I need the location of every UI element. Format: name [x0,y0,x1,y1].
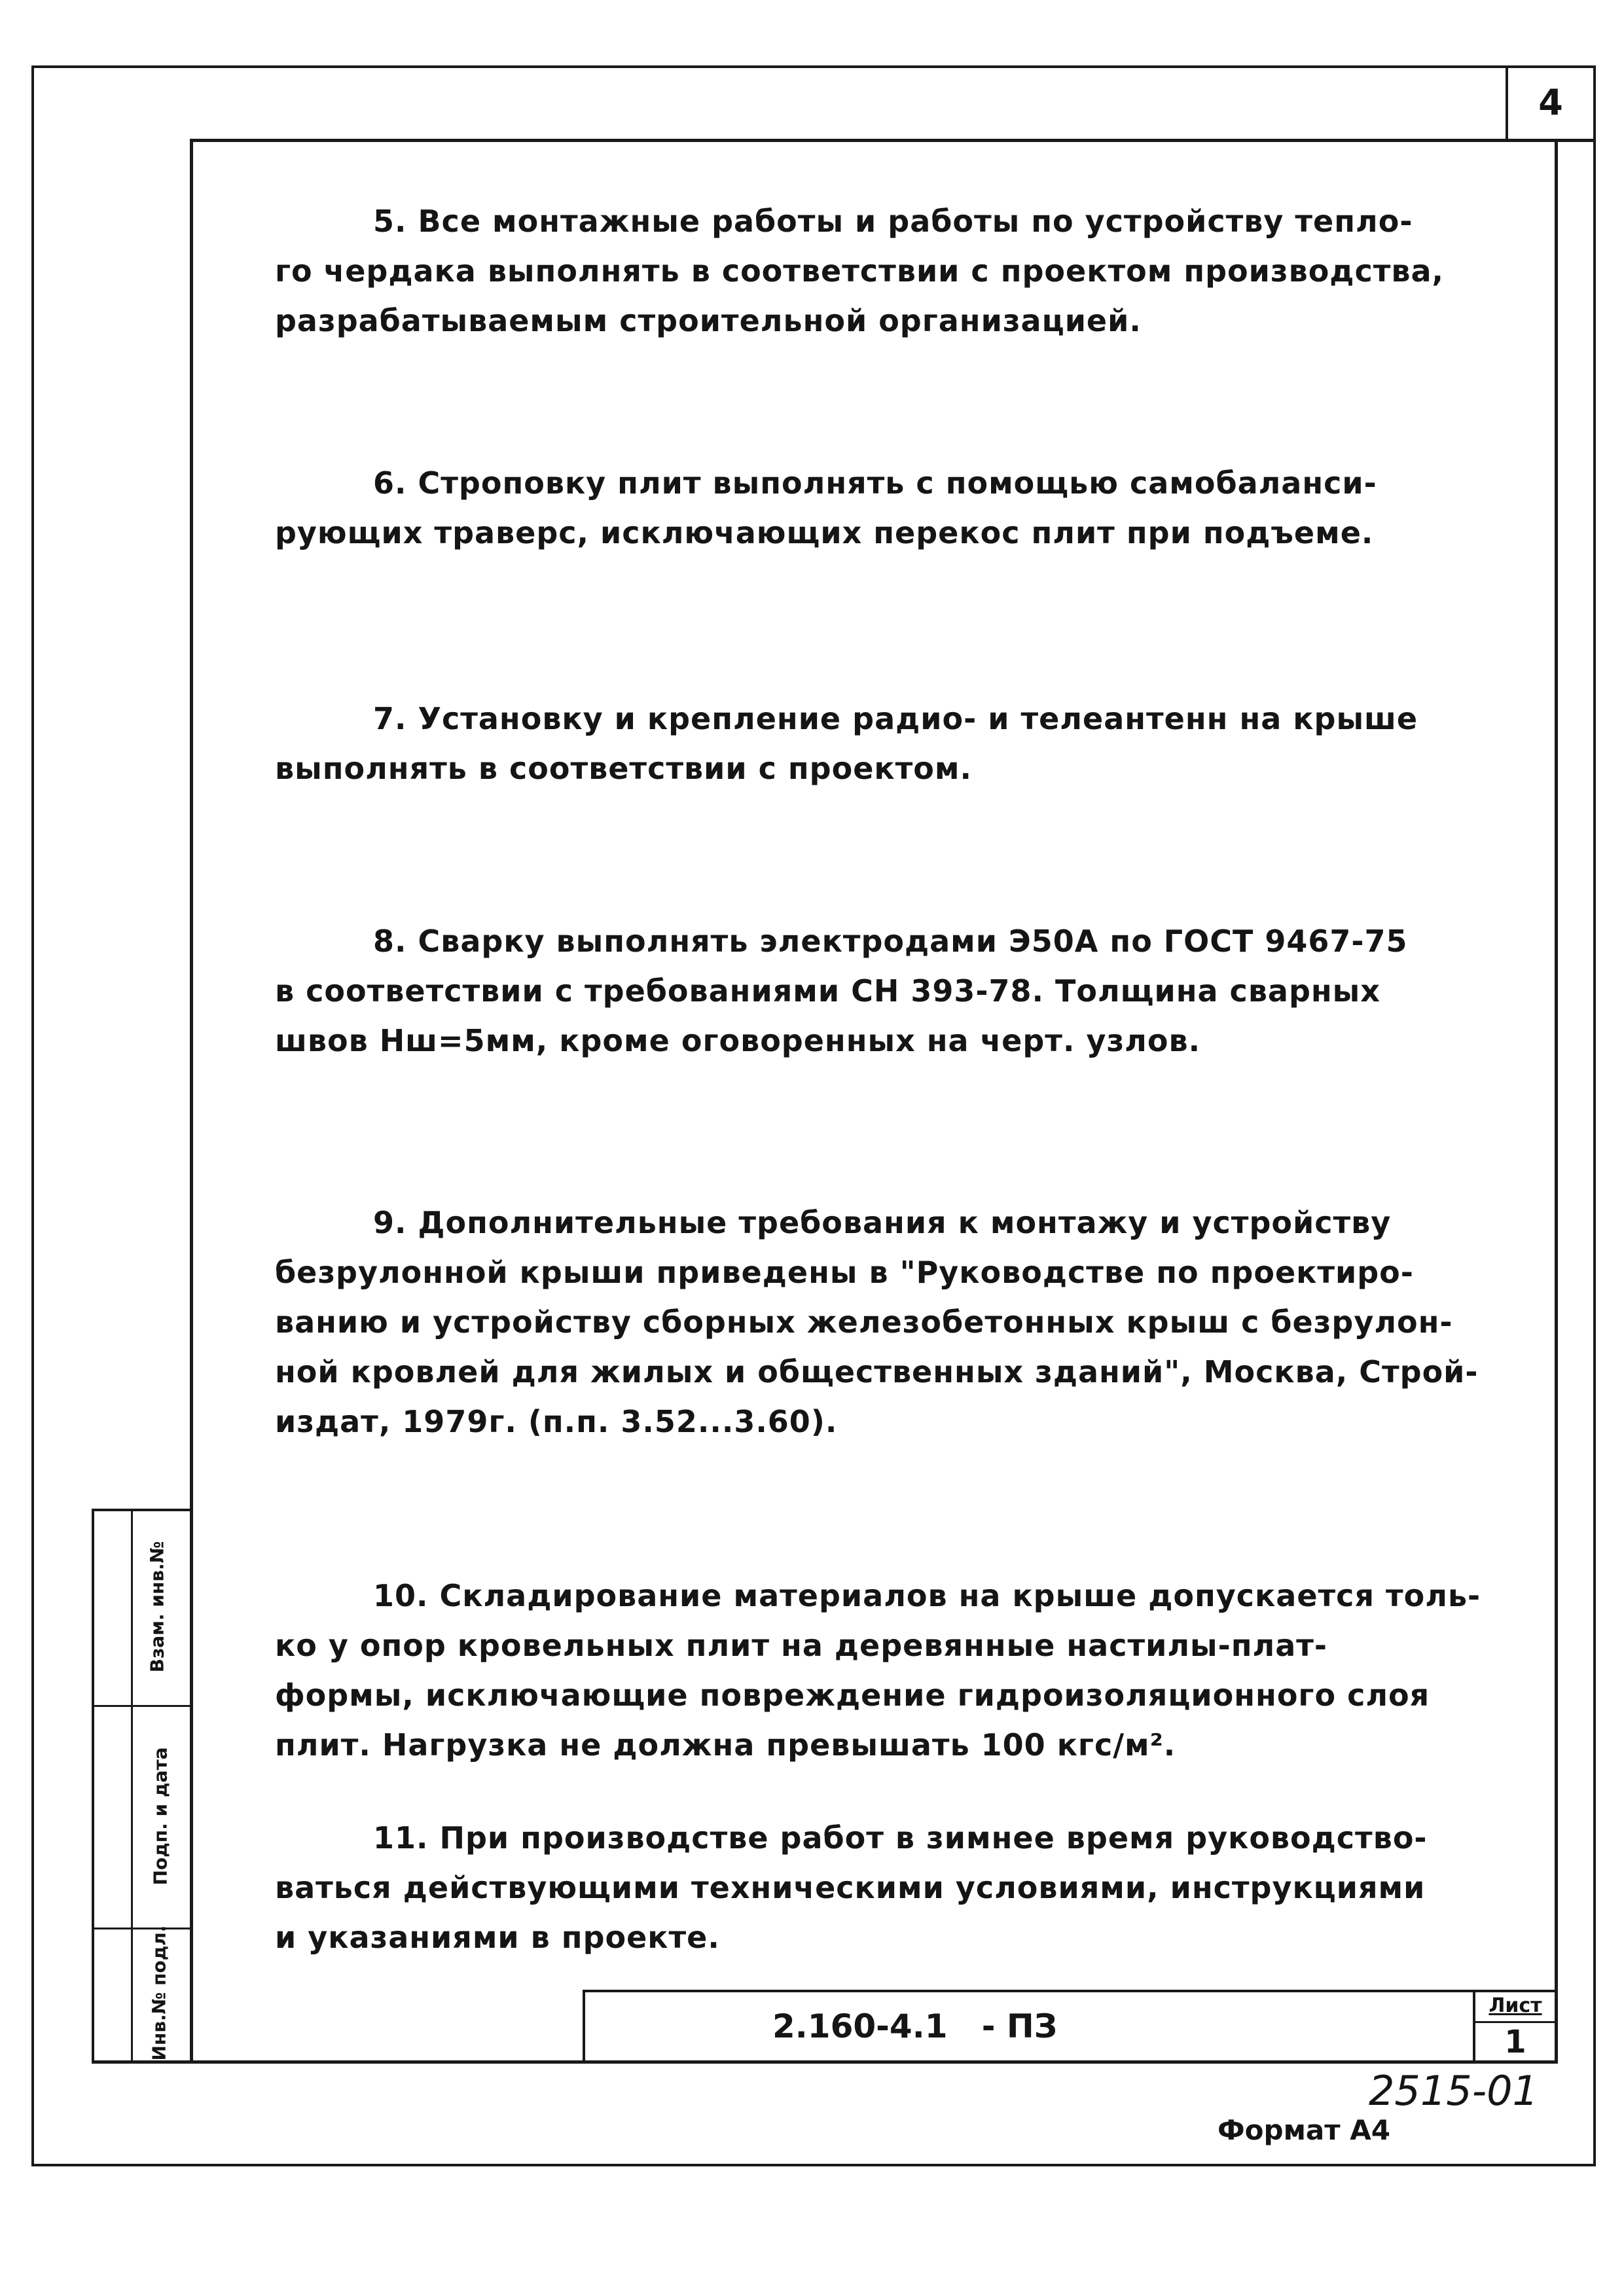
stamp-podp-data: Подп. и дата [149,1747,171,1886]
inner-frame-right [1555,139,1558,2063]
paragraph-line: разрабатываемым строительной организацией. [275,303,1142,338]
paragraph-line: 11. При производстве работ в зимнее время руководство- [373,1820,1428,1856]
paragraph-line: 8. Сварку выполнять электродами Э50А по ГОСТ 9467-75 [373,924,1408,959]
paragraph-line: 10. Складирование материалов на крыше допускается толь- [373,1578,1481,1613]
side-stamp-sep-1 [92,1705,193,1707]
sheet-number: 1 [1504,2024,1526,2060]
paragraph-line: ванию и устройству сборных железобетонных крыш с безрулон- [275,1304,1453,1340]
inner-frame-left [190,139,193,2063]
stamp-inv-podl: Инв.№ подл. [148,1925,170,2061]
paragraph-line: издат, 1979г. (п.п. 3.52...3.60). [275,1404,838,1439]
paragraph-7 [275,694,1506,793]
sheet-mark: 4 [1538,82,1563,123]
paragraph-10 [275,1571,1506,1770]
paragraph-line: 6. Строповку плит выполнять с помощью самобаланси- [373,465,1377,501]
inventory-number: 2515-01 [1368,2067,1538,2115]
paragraph-line: формы, исключающие повреждение гидроизоляционного слоя [275,1677,1430,1713]
outer-frame-left [31,65,34,2166]
paragraph-line: и указаниями в проекте. [275,1920,720,1955]
side-stamp-top [92,1509,193,1511]
paragraph-8 [275,916,1506,1066]
paragraph-9 [275,1198,1506,1446]
side-stamp-mid [131,1509,133,2062]
inner-frame-bottom [92,2060,1558,2064]
title-block-left [583,1990,585,2063]
paragraph-5 [275,196,1506,346]
paragraph-line: в соответствии с требованиями СН 393-78. Толщина сварных [275,973,1380,1009]
paragraph-line: ваться действующими техническими условиями, инструкциями [275,1870,1426,1905]
paragraph-line: го чердака выполнять в соответствии с проектом производства, [275,253,1445,289]
document-code: 2.160-4.1 - ПЗ [772,2007,1058,2045]
paragraph-line: безрулонной крыши приведены в "Руководстве по проектиро- [275,1255,1414,1290]
outer-frame-top [31,65,1596,68]
paragraph-6 [275,458,1506,558]
paragraph-line: выполнять в соответствии с проектом. [275,751,972,786]
paragraph-line: плит. Нагрузка не должна превышать 100 кгс/м². [275,1727,1176,1763]
paragraph-11 [275,1813,1506,1962]
paragraph-line: 7. Установку и крепление радио- и телеантенн на крыше [373,701,1418,736]
paragraph-line: ко у опор кровельных плит на деревянные настилы-плат- [275,1628,1328,1663]
stamp-vzam-inv: Взам. инв.№ [146,1541,168,1673]
title-block-top [583,1990,1558,1992]
outer-frame-right [1593,65,1596,2166]
paragraph-line: 9. Дополнительные требования к монтажу и устройству [373,1205,1392,1240]
paragraph-line: швов Нш=5мм, кроме оговоренных на черт. узлов. [275,1023,1201,1058]
sheet-label: Лист [1489,1994,1542,2017]
paragraph-line: ной кровлей для жилых и общественных зданий", Москва, Строй- [275,1354,1479,1390]
format-label: Формат А4 [1218,2114,1390,2146]
paragraph-line: рующих траверс, исключающих перекос плит при подъеме. [275,515,1374,550]
paragraph-line: 5. Все монтажные работы и работы по устройству тепло- [373,204,1413,239]
outer-frame-bottom [31,2164,1596,2166]
inner-frame-top [190,139,1596,142]
